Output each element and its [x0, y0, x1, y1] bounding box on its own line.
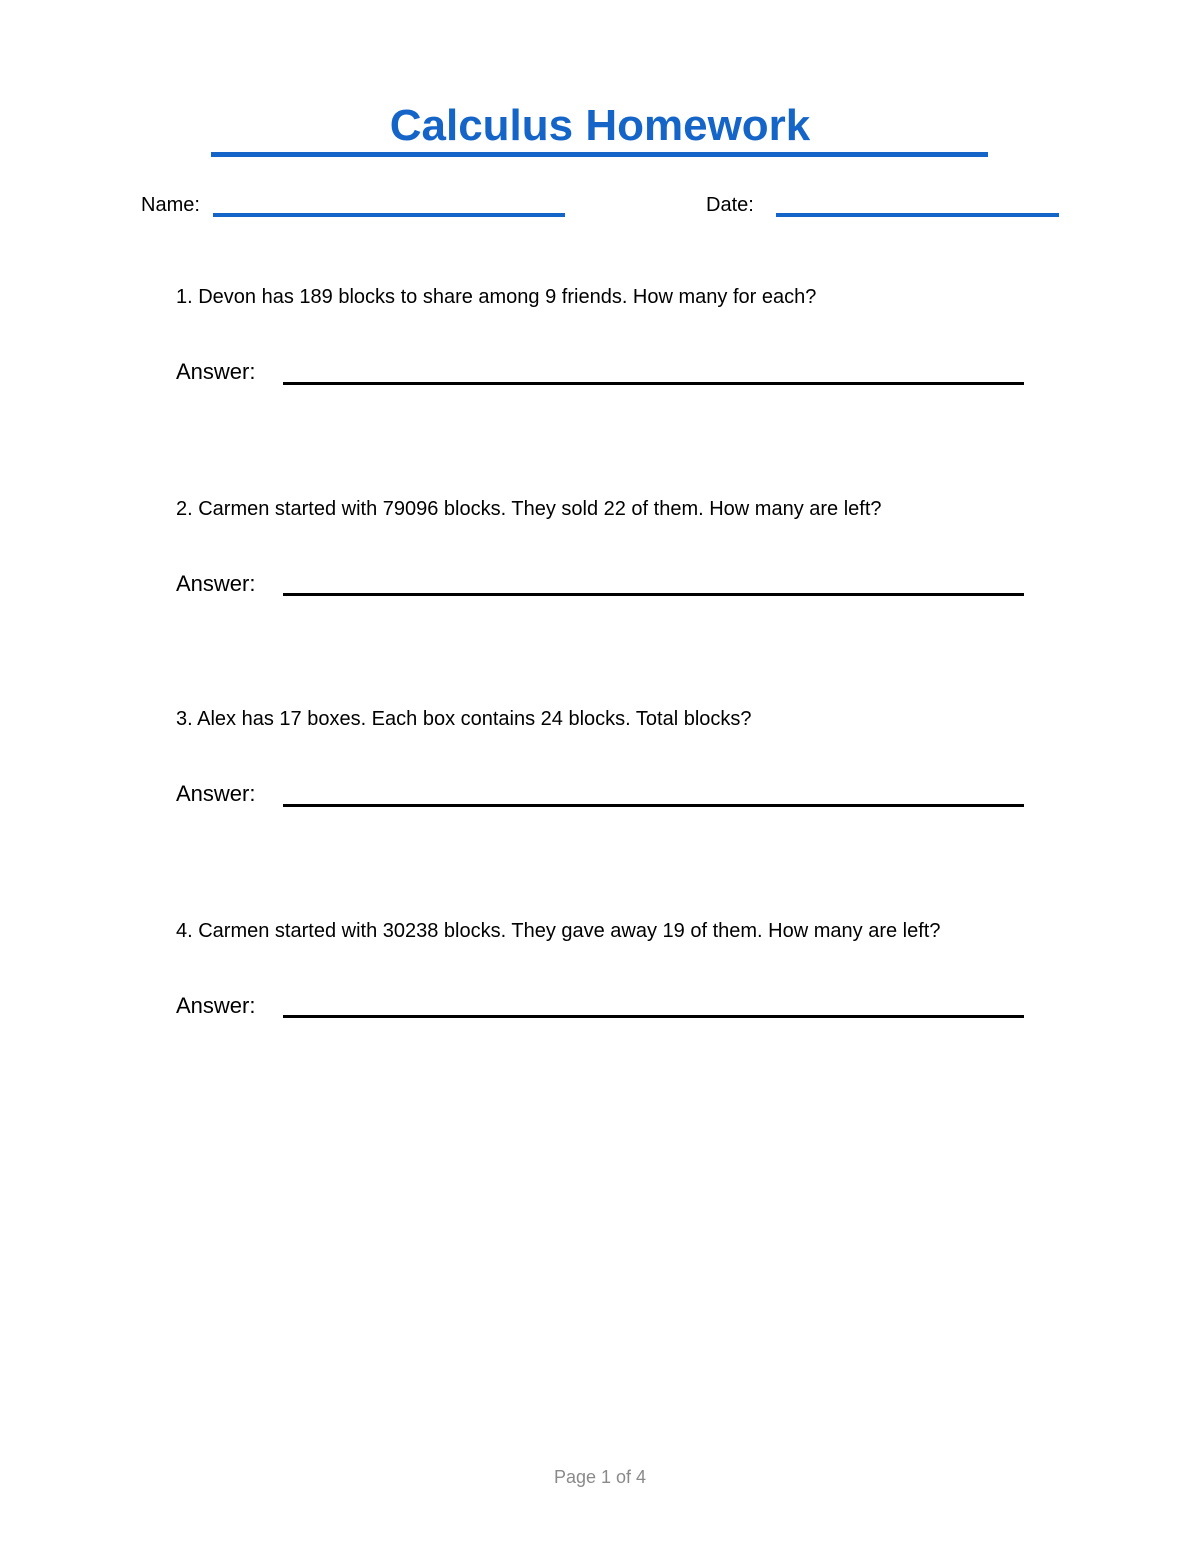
page-title: Calculus Homework: [389, 101, 811, 150]
title-underline: [211, 152, 988, 157]
question-4: 4. Carmen started with 30238 blocks. They gave away 19 of them. How many are left?: [176, 920, 941, 942]
answer-label-1: Answer:: [176, 359, 256, 384]
question-3: 3. Alex has 17 boxes. Each box contains 24 blocks. Total blocks?: [176, 708, 752, 730]
question-2: 2. Carmen started with 79096 blocks. They sold 22 of them. How many are left?: [176, 498, 882, 520]
question-1: 1. Devon has 189 blocks to share among 9 friends. How many for each?: [176, 286, 817, 308]
answer-label-3: Answer:: [176, 781, 256, 806]
answer-label-4: Answer:: [176, 993, 256, 1018]
name-label: Name:: [141, 194, 200, 216]
page-indicator: Page 1 of 4: [553, 1467, 647, 1487]
answer-line-3[interactable]: [283, 804, 1024, 807]
date-label: Date:: [706, 194, 754, 216]
answer-line-4[interactable]: [283, 1015, 1024, 1018]
name-field-line[interactable]: [213, 213, 565, 217]
answer-line-2[interactable]: [283, 593, 1024, 596]
answer-label-2: Answer:: [176, 571, 256, 596]
date-field-line[interactable]: [776, 213, 1059, 217]
answer-line-1[interactable]: [283, 382, 1024, 385]
